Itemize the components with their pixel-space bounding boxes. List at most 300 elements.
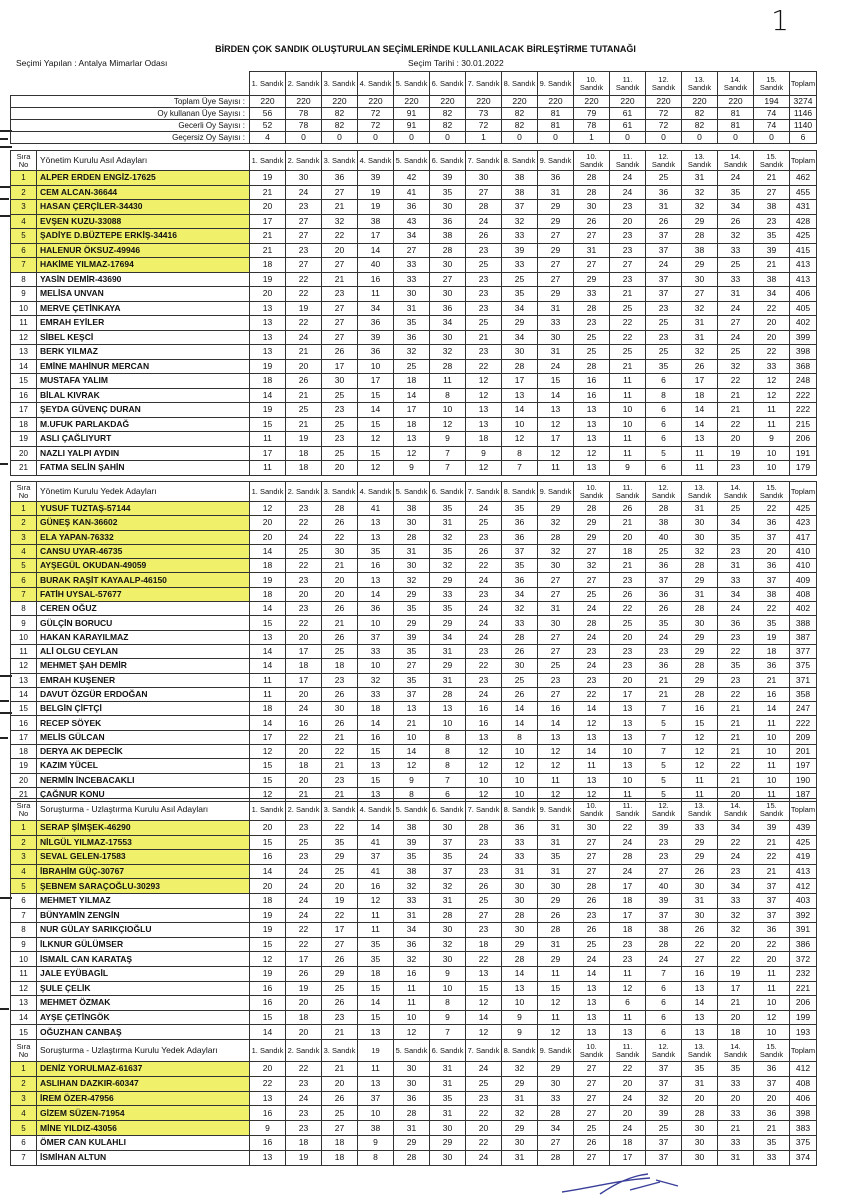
vote-count: 24 <box>718 301 754 316</box>
vote-count: 12 <box>538 996 574 1011</box>
candidate-row <box>11 330 817 345</box>
vote-count: 20 <box>322 461 358 476</box>
vote-total: 405 <box>790 301 817 316</box>
vote-total: 412 <box>790 879 817 894</box>
vote-count: 30 <box>430 330 466 345</box>
vote-total: 190 <box>790 773 817 787</box>
vote-count: 35 <box>502 502 538 516</box>
vote-count: 26 <box>610 502 646 516</box>
vote-count: 29 <box>538 243 574 258</box>
vote-count: 12 <box>466 759 502 773</box>
row-index: 3 <box>11 200 37 215</box>
vote-count: 14 <box>250 644 286 658</box>
vote-count: 26 <box>574 893 610 908</box>
vote-count: 24 <box>466 1150 502 1165</box>
vote-count: 23 <box>286 1121 322 1136</box>
vote-count: 13 <box>574 730 610 744</box>
row-index: 6 <box>11 893 37 908</box>
vote-count: 30 <box>430 258 466 273</box>
candidate-name: ŞEBNEM SARAÇOĞLU-30293 <box>37 879 250 894</box>
vote-count: 27 <box>430 272 466 287</box>
summary-value: 52 <box>250 120 286 132</box>
summary-label: Gecerli Oy Sayısı : <box>11 120 250 132</box>
vote-count: 40 <box>646 530 682 544</box>
candidate-name: CEM ALCAN-36644 <box>37 185 250 200</box>
candidate-name: JALE EYÜBAGİL <box>37 966 250 981</box>
vote-count: 32 <box>322 214 358 229</box>
candidate-name: FATMA SELİN ŞAHİN <box>37 461 250 476</box>
vote-count: 33 <box>394 893 430 908</box>
summary-value: 82 <box>682 108 718 120</box>
vote-count: 23 <box>610 272 646 287</box>
vote-count: 27 <box>286 258 322 273</box>
row-index: 4 <box>11 864 37 879</box>
vote-count: 35 <box>502 559 538 573</box>
vote-count: 35 <box>538 850 574 865</box>
candidate-name: MİNE YILDIZ-43056 <box>37 1121 250 1136</box>
vote-count: 12 <box>394 1025 430 1040</box>
vote-count: 29 <box>502 1076 538 1091</box>
vote-count: 39 <box>754 243 790 258</box>
vote-count: 32 <box>430 345 466 360</box>
vote-count: 33 <box>718 893 754 908</box>
vote-count: 20 <box>610 1076 646 1091</box>
vote-count: 23 <box>466 923 502 938</box>
vote-count: 15 <box>250 616 286 630</box>
vote-count: 36 <box>358 345 394 360</box>
vote-count: 12 <box>538 745 574 759</box>
vote-count: 23 <box>718 673 754 687</box>
vote-count: 16 <box>394 966 430 981</box>
vote-count: 26 <box>322 716 358 730</box>
vote-count: 32 <box>394 952 430 967</box>
row-index: 1 <box>11 502 37 516</box>
row-index: 9 <box>11 616 37 630</box>
vote-count: 33 <box>358 644 394 658</box>
vote-count: 25 <box>322 644 358 658</box>
vote-count: 12 <box>502 432 538 447</box>
vote-count: 36 <box>394 330 430 345</box>
box-header: 6. Sandık <box>430 72 466 96</box>
vote-count: 30 <box>682 516 718 530</box>
candidate-name: İREM ÖZER-47956 <box>37 1091 250 1106</box>
box-header: 8. Sandık <box>502 482 538 502</box>
candidate-row <box>11 432 817 447</box>
box-header: 7. Sandık <box>466 1040 502 1062</box>
vote-count: 23 <box>574 908 610 923</box>
vote-count: 25 <box>574 587 610 601</box>
row-index: 10 <box>11 952 37 967</box>
candidate-row <box>11 908 817 923</box>
vote-count: 23 <box>538 673 574 687</box>
box-header: 12. Sandık <box>646 72 682 96</box>
vote-count: 37 <box>358 850 394 865</box>
vote-count: 21 <box>322 1062 358 1077</box>
section-title: Soruşturma - Uzlaştırma Kurulu Yedek Adayları <box>37 1040 250 1062</box>
vote-total: 222 <box>790 388 817 403</box>
vote-count: 27 <box>574 1106 610 1121</box>
row-index: 4 <box>11 214 37 229</box>
candidate-row <box>11 573 817 587</box>
candidate-row <box>11 1025 817 1040</box>
vote-count: 36 <box>322 171 358 186</box>
vote-count: 28 <box>682 559 718 573</box>
vote-count: 10 <box>502 417 538 432</box>
vote-count: 33 <box>718 243 754 258</box>
vote-count: 12 <box>754 1010 790 1025</box>
vote-count: 35 <box>754 1135 790 1150</box>
vote-count: 16 <box>286 716 322 730</box>
summary-value: 72 <box>358 120 394 132</box>
vote-count: 27 <box>574 258 610 273</box>
candidate-name: EMİNE MAHİNUR MERCAN <box>37 359 250 374</box>
box-header: 9. Sandık <box>538 72 574 96</box>
candidate-row <box>11 923 817 938</box>
vote-count: 13 <box>358 1076 394 1091</box>
box-header: 11. Sandık <box>610 482 646 502</box>
vote-count: 30 <box>394 287 430 302</box>
candidate-row <box>11 185 817 200</box>
candidate-row <box>11 687 817 701</box>
vote-count: 31 <box>430 1076 466 1091</box>
vote-count: 28 <box>430 687 466 701</box>
summary-value: 0 <box>430 132 466 144</box>
vote-count: 13 <box>574 417 610 432</box>
candidate-name: AYŞE ÇETİNGÖK <box>37 1010 250 1025</box>
vote-count: 12 <box>466 1025 502 1040</box>
vote-count: 20 <box>286 1025 322 1040</box>
vote-count: 30 <box>502 923 538 938</box>
vote-count: 28 <box>574 301 610 316</box>
vote-count: 11 <box>250 432 286 447</box>
vote-count: 14 <box>358 403 394 418</box>
vote-count: 15 <box>358 388 394 403</box>
vote-count: 33 <box>502 850 538 865</box>
vote-count: 36 <box>646 559 682 573</box>
vote-count: 31 <box>394 1121 430 1136</box>
vote-count: 15 <box>358 773 394 787</box>
vote-count: 34 <box>430 630 466 644</box>
vote-count: 10 <box>358 1106 394 1121</box>
vote-count: 22 <box>718 952 754 967</box>
vote-count: 22 <box>682 937 718 952</box>
vote-count: 19 <box>250 359 286 374</box>
vote-count: 20 <box>250 879 286 894</box>
vote-count: 20 <box>322 573 358 587</box>
vote-count: 26 <box>286 374 322 389</box>
vote-count: 32 <box>718 359 754 374</box>
vote-count: 11 <box>538 461 574 476</box>
vote-count: 28 <box>430 359 466 374</box>
vote-count: 17 <box>682 374 718 389</box>
summary-total: 1140 <box>790 120 817 132</box>
vote-count: 28 <box>502 630 538 644</box>
vote-count: 13 <box>358 573 394 587</box>
vote-count: 29 <box>538 287 574 302</box>
vote-count: 33 <box>502 835 538 850</box>
candidate-name: BİLAL KIVRAK <box>37 388 250 403</box>
vote-count: 13 <box>358 516 394 530</box>
candidate-row <box>11 417 817 432</box>
vote-count: 21 <box>250 185 286 200</box>
vote-count: 20 <box>250 287 286 302</box>
vote-count: 29 <box>538 893 574 908</box>
summary-value: 220 <box>610 96 646 108</box>
vote-count: 32 <box>430 879 466 894</box>
vote-count: 27 <box>322 330 358 345</box>
candidate-row <box>11 446 817 461</box>
vote-total: 377 <box>790 644 817 658</box>
vote-count: 23 <box>574 644 610 658</box>
vote-total: 371 <box>790 673 817 687</box>
vote-count: 23 <box>646 850 682 865</box>
vote-count: 6 <box>610 996 646 1011</box>
box-header: 1. Sandık <box>250 482 286 502</box>
vote-count: 30 <box>430 923 466 938</box>
vote-count: 20 <box>718 937 754 952</box>
vote-count: 26 <box>466 544 502 558</box>
vote-total: 375 <box>790 659 817 673</box>
vote-total: 398 <box>790 345 817 360</box>
summary-value: 220 <box>394 96 430 108</box>
vote-count: 14 <box>358 243 394 258</box>
vote-count: 26 <box>646 602 682 616</box>
row-index: 2 <box>11 1076 37 1091</box>
vote-total: 375 <box>790 1135 817 1150</box>
vote-count: 35 <box>430 185 466 200</box>
vote-count: 36 <box>538 171 574 186</box>
vote-count: 29 <box>538 214 574 229</box>
vote-total: 403 <box>790 893 817 908</box>
summary-value: 78 <box>574 120 610 132</box>
vote-count: 22 <box>286 559 322 573</box>
vote-count: 20 <box>286 996 322 1011</box>
summary-value: 0 <box>502 132 538 144</box>
box-header: 2. Sandık <box>286 151 322 171</box>
vote-total: 425 <box>790 502 817 516</box>
candidate-row <box>11 773 817 787</box>
vote-count: 30 <box>538 879 574 894</box>
vote-count: 31 <box>430 644 466 658</box>
vote-total: 222 <box>790 403 817 418</box>
vote-count: 13 <box>394 702 430 716</box>
box-header: 9. Sandık <box>538 482 574 502</box>
summary-value: 72 <box>646 120 682 132</box>
summary-value: 79 <box>574 108 610 120</box>
candidate-row <box>11 243 817 258</box>
vote-total: 358 <box>790 687 817 701</box>
vote-count: 27 <box>538 630 574 644</box>
vote-count: 27 <box>574 1076 610 1091</box>
vote-count: 22 <box>250 1076 286 1091</box>
vote-count: 20 <box>754 952 790 967</box>
vote-count: 40 <box>358 258 394 273</box>
row-index: 14 <box>11 687 37 701</box>
summary-value: 220 <box>430 96 466 108</box>
vote-count: 34 <box>394 923 430 938</box>
candidate-row <box>11 301 817 316</box>
vote-count: 19 <box>358 200 394 215</box>
vote-count: 30 <box>286 171 322 186</box>
vote-count: 29 <box>538 200 574 215</box>
vote-count: 32 <box>502 602 538 616</box>
row-index: 9 <box>11 937 37 952</box>
row-index: 13 <box>11 673 37 687</box>
vote-count: 10 <box>754 773 790 787</box>
vote-count: 17 <box>250 446 286 461</box>
vote-count: 20 <box>718 1091 754 1106</box>
vote-count: 28 <box>646 502 682 516</box>
vote-count: 21 <box>286 787 322 801</box>
vote-count: 30 <box>538 1076 574 1091</box>
vote-count: 31 <box>682 587 718 601</box>
candidate-name: MELİSA UNVAN <box>37 287 250 302</box>
vote-count: 34 <box>538 1121 574 1136</box>
total-header: Toplam <box>790 482 817 502</box>
vote-count: 23 <box>322 432 358 447</box>
row-index: 5 <box>11 229 37 244</box>
vote-count: 17 <box>502 374 538 389</box>
vote-count: 23 <box>466 301 502 316</box>
vote-count: 20 <box>286 587 322 601</box>
vote-count: 32 <box>430 530 466 544</box>
vote-count: 22 <box>466 659 502 673</box>
vote-count: 11 <box>682 461 718 476</box>
vote-count: 26 <box>322 1091 358 1106</box>
vote-count: 21 <box>322 787 358 801</box>
vote-count: 21 <box>718 745 754 759</box>
vote-count: 9 <box>502 1010 538 1025</box>
section-su-asil <box>10 798 817 1040</box>
vote-count: 8 <box>430 759 466 773</box>
section-su-yedek <box>10 1039 817 1166</box>
vote-total: 406 <box>790 287 817 302</box>
vote-count: 22 <box>610 316 646 331</box>
vote-count: 28 <box>466 200 502 215</box>
vote-count: 26 <box>322 687 358 701</box>
vote-count: 27 <box>574 1150 610 1165</box>
row-index: 4 <box>11 544 37 558</box>
total-header: Toplam <box>790 1040 817 1062</box>
vote-count: 31 <box>538 345 574 360</box>
box-header: 9. Sandık <box>538 799 574 821</box>
vote-count: 13 <box>574 981 610 996</box>
vote-count: 22 <box>718 759 754 773</box>
vote-count: 12 <box>466 745 502 759</box>
box-header: 8. Sandık <box>502 151 538 171</box>
summary-value: 1 <box>574 132 610 144</box>
vote-count: 25 <box>322 388 358 403</box>
candidate-name: BÜNYAMİN ZENGİN <box>37 908 250 923</box>
vote-count: 13 <box>502 981 538 996</box>
vote-count: 27 <box>322 258 358 273</box>
summary-value: 220 <box>538 96 574 108</box>
vote-count: 23 <box>322 403 358 418</box>
vote-count: 18 <box>286 446 322 461</box>
vote-count: 38 <box>502 171 538 186</box>
vote-count: 25 <box>646 345 682 360</box>
vote-count: 18 <box>358 702 394 716</box>
vote-count: 22 <box>286 516 322 530</box>
summary-value: 61 <box>610 120 646 132</box>
vote-count: 19 <box>286 301 322 316</box>
vote-count: 8 <box>430 745 466 759</box>
vote-count: 14 <box>682 403 718 418</box>
vote-count: 26 <box>322 630 358 644</box>
vote-count: 29 <box>394 587 430 601</box>
candidate-row <box>11 659 817 673</box>
vote-count: 31 <box>538 301 574 316</box>
vote-count: 13 <box>358 530 394 544</box>
candidate-name: İLKNUR GÜLÜMSER <box>37 937 250 952</box>
section-title: Yönetim Kurulu Yedek Adayları <box>37 482 250 502</box>
vote-count: 23 <box>466 272 502 287</box>
vote-count: 18 <box>286 1135 322 1150</box>
vote-count: 27 <box>574 850 610 865</box>
vote-count: 17 <box>610 908 646 923</box>
vote-count: 12 <box>574 787 610 801</box>
vote-count: 23 <box>466 587 502 601</box>
row-index: 18 <box>11 417 37 432</box>
vote-count: 22 <box>286 272 322 287</box>
vote-count: 9 <box>394 461 430 476</box>
vote-total: 410 <box>790 559 817 573</box>
row-index: 14 <box>11 1010 37 1025</box>
box-header: 10. Sandık <box>574 1040 610 1062</box>
vote-count: 22 <box>610 821 646 836</box>
vote-count: 22 <box>754 502 790 516</box>
vote-count: 35 <box>394 850 430 865</box>
candidate-name: FATİH UYSAL-57677 <box>37 587 250 601</box>
vote-count: 14 <box>574 745 610 759</box>
candidate-name: ELA YAPAN-76332 <box>37 530 250 544</box>
candidate-row <box>11 759 817 773</box>
vote-count: 39 <box>358 330 394 345</box>
vote-count: 13 <box>250 1091 286 1106</box>
vote-count: 29 <box>322 850 358 865</box>
vote-count: 37 <box>646 272 682 287</box>
vote-count: 24 <box>466 1062 502 1077</box>
vote-count: 13 <box>250 630 286 644</box>
vote-total: 415 <box>790 243 817 258</box>
vote-count: 12 <box>394 446 430 461</box>
vote-count: 18 <box>250 559 286 573</box>
election-date: Seçim Tarihi : 30.01.2022 <box>408 58 504 68</box>
vote-count: 11 <box>538 1010 574 1025</box>
index-header: Sıra No <box>11 482 37 502</box>
vote-count: 27 <box>574 1091 610 1106</box>
vote-count: 34 <box>502 301 538 316</box>
vote-count: 16 <box>250 1135 286 1150</box>
vote-count: 8 <box>502 730 538 744</box>
summary-value: 72 <box>646 108 682 120</box>
vote-count: 36 <box>754 516 790 530</box>
box-header: 2. Sandık <box>286 1040 322 1062</box>
vote-count: 11 <box>394 981 430 996</box>
vote-count: 26 <box>466 229 502 244</box>
box-header: 19 <box>358 1040 394 1062</box>
vote-count: 26 <box>610 587 646 601</box>
box-header: 6. Sandık <box>430 151 466 171</box>
vote-count: 34 <box>718 879 754 894</box>
vote-count: 12 <box>574 716 610 730</box>
box-header: 7. Sandık <box>466 482 502 502</box>
vote-count: 21 <box>322 730 358 744</box>
vote-count: 37 <box>646 243 682 258</box>
row-index: 15 <box>11 702 37 716</box>
candidate-name: MERVE ÇETİNKAYA <box>37 301 250 316</box>
vote-count: 17 <box>610 879 646 894</box>
